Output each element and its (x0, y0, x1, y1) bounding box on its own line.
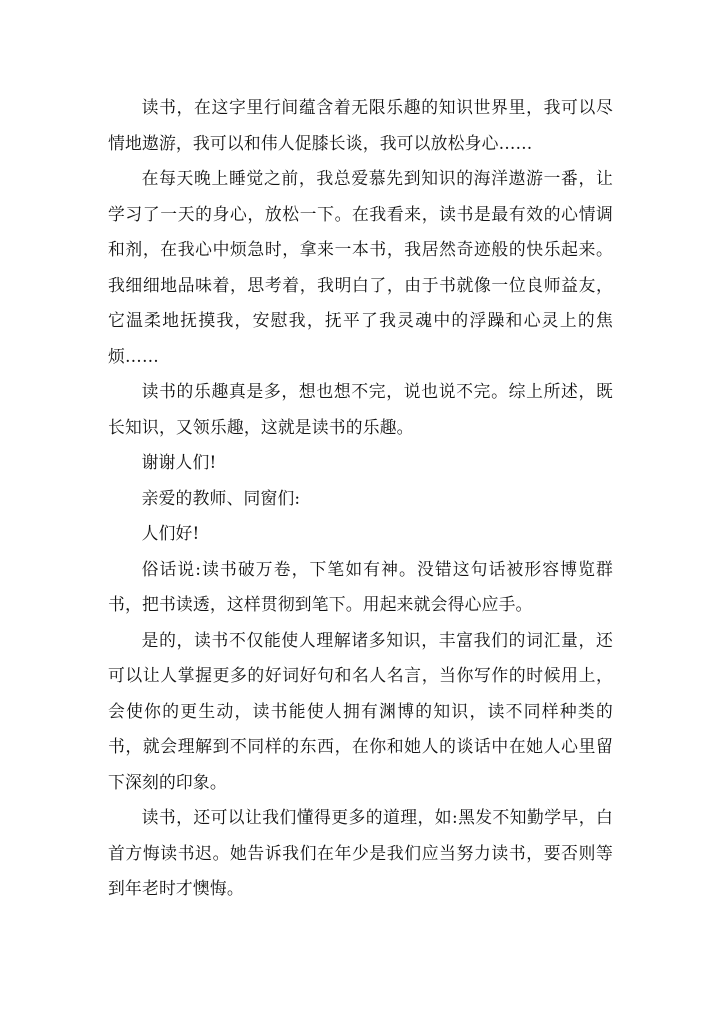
paragraph-reading-conclusion: 读书的乐趣真是多，想也想不完，说也说不完。综上所述，既长知识，又领乐趣，这就是读书的乐趣。 (108, 381, 613, 437)
paragraph-proverb: 俗话说:读书破万卷，下笔如有神。没错这句话被形容博览群书，把书读透，这样贯彻到笔下。用起来就会得心应手。 (108, 558, 613, 614)
paragraph-reading-joy-intro: 读书，在这字里行间蕴含着无限乐趣的知识世界里，我可以尽情地遨游，我可以和伟人促膝长谈，我可以放松身心…… (108, 97, 613, 153)
paragraph-greeting: 人们好! (141, 523, 200, 543)
paragraph-principles: 读书，还可以让我们懂得更多的道理，如:黑发不知勤学早，白首方悔读书迟。她告诉我们在年少是我们应当努力读书，要否则等到年老时才懊悔。 (108, 807, 613, 898)
paragraph-benefits: 是的，读书不仅能使人理解诸多知识，丰富我们的词汇量，还可以让人掌握更多的好词好句和名人名言，当你写作的时候用上，会使你的更生动，读书能使人拥有渊博的知识，读不同样种类的书，就会理解到不同样的东西，在你和她人的谈话中在她人心里留下深刻的印象。 (108, 629, 613, 792)
paragraph-thanks: 谢谢人们! (141, 452, 217, 472)
paragraph-salutation: 亲爱的教师、同窗们: (141, 487, 301, 508)
paragraph-bedtime-reading: 在每天晚上睡觉之前，我总爱慕先到知识的海洋遨游一番，让学习了一天的身心，放松一下。在我看来，读书是最有效的心情调和剂，在我心中烦急时，拿来一本书，我居然奇迹般的快乐起来。我细细地品味着，思考着，我明白了，由于书就像一位良师益友，它温柔地抚摸我，安慰我，抚平了我灵魂中的浮躁和心灵上的焦烦…… (108, 168, 613, 366)
document-body (108, 90, 613, 907)
